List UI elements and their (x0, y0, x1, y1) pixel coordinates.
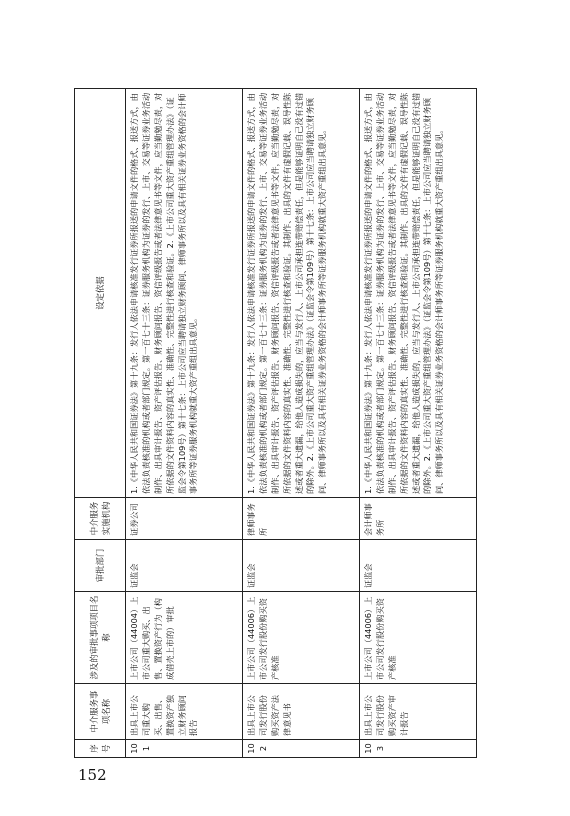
page-number: 152 (78, 766, 107, 784)
header-approval-dept: 审批部门 (75, 540, 126, 592)
cell-related-approval: 上市公司（44004）上市公司重大购买、出售、置换资产行为（构成借壳上市的）审批 (126, 592, 243, 684)
cell-implementing-org: 会计师事务所 (360, 498, 477, 540)
header-legal-basis: 设定依据 (75, 89, 126, 498)
table-header-row (75, 89, 126, 758)
cell-legal-basis: 1.《中华人民共和国证券法》第十九条：发行人依法申请核准发行证券所报送的申请文件的格式、报送方式，由依法负责核准的机构或者部门规定。第一百七十三条：证券服务机构为证券的发行、上市、交易等证券业务活动制作、出具审计报告、资产评估报告、财务顾问报告、资信评级报告或者法律意见书等文件，应当勤勉尽责，对所依据的文件资料内容的真实性、准确性、完整性进行核查和验证。其制作、出具的文件有虚假记载、误导性陈述或者重大遗漏，给他人造成损失的，应当与发行人、上市公司承担连带赔偿责任，但是能够证明自己没有过错的除外。2.《上市公司重大资产重组管理办法》（证监会令第109号）第十七条：上市公司应当聘请独立财务顾问、律师事务所以及具有相关证券业务资格的会计师事务所等证券服务机构就重大资产重组出具意见。 (360, 89, 477, 498)
header-no: 序号 (75, 740, 126, 758)
table-row (360, 89, 477, 758)
cell-service-name: 出具上市公司重大购买、出售、置换资产独立财务顾问报告 (126, 684, 243, 740)
cell-legal-basis: 1.《中华人民共和国证券法》第十九条：发行人依法申请核准发行证券所报送的申请文件的格式、报送方式，由依法负责核准的机构或者部门规定。第一百七十三条：证券服务机构为证券的发行、上市、交易等证券业务活动制作、出具审计报告、资产评估报告、财务顾问报告、资信评级报告或者法律意见书等文件，应当勤勉尽责，对所依据的文件资料内容的真实性、准确性、完整性进行核查和验证。其制作、出具的文件有虚假记载、误导性陈述或者重大遗漏，给他人造成损失的，应当与发行人、上市公司承担连带赔偿责任，但是能够证明自己没有过错的除外。2.《上市公司重大资产重组管理办法》（证监会令第109号）第十七条：上市公司应当聘请独立财务顾问、律师事务所以及具有相关证券业务资格的会计师事务所等证券服务机构就重大资产重组出具意见。 (243, 89, 360, 498)
cell-legal-basis: 1.《中华人民共和国证券法》第十九条：发行人依法申请核准发行证券所报送的申请文件的格式、报送方式，由依法负责核准的机构或者部门规定。第一百七十三条：证券服务机构为证券的发行、上市、交易等证券业务活动制作、出具审计报告、资产评估报告、财务顾问报告、资信评级报告或者法律意见书等文件，应当勤勉尽责，对所依据的文件资料内容的真实性、准确性、完整性进行核查和验证。2.《上市公司重大资产重组管理办法》（证监会令第109号）第十七条：上市公司应当聘请独立财务顾问、律师事务所以及具有相关证券业务资格的会计师事务所等证券服务机构就重大资产重组出具意见。 (126, 89, 243, 498)
cell-no: 103 (360, 740, 477, 758)
cell-related-approval: 上市公司（44006）上市公司发行股份购买资产核准 (243, 592, 360, 684)
cell-service-name: 出具上市公司发行股份购买资产法律意见书 (243, 684, 360, 740)
header-implementing-org: 中介服务实施机构 (75, 498, 126, 540)
table-row (243, 89, 360, 758)
cell-service-name: 出具上市公司发行股份购买资产审计报告 (360, 684, 477, 740)
cell-no: 101 (126, 740, 243, 758)
cell-approval-dept: 证监会 (243, 540, 360, 592)
service-table (74, 88, 477, 758)
table-row (126, 89, 243, 758)
cell-implementing-org: 证券公司 (126, 498, 243, 540)
cell-no: 102 (243, 740, 360, 758)
header-service-name: 中介服务事项名称 (75, 684, 126, 740)
cell-related-approval: 上市公司（44006）上市公司发行股份购买资产核准 (360, 592, 477, 684)
rotated-table-container (74, 88, 500, 758)
header-related-approval: 涉及的审批事项项目名称 (75, 592, 126, 684)
cell-approval-dept: 证监会 (360, 540, 477, 592)
cell-approval-dept: 证监会 (126, 540, 243, 592)
cell-implementing-org: 律师事务所 (243, 498, 360, 540)
